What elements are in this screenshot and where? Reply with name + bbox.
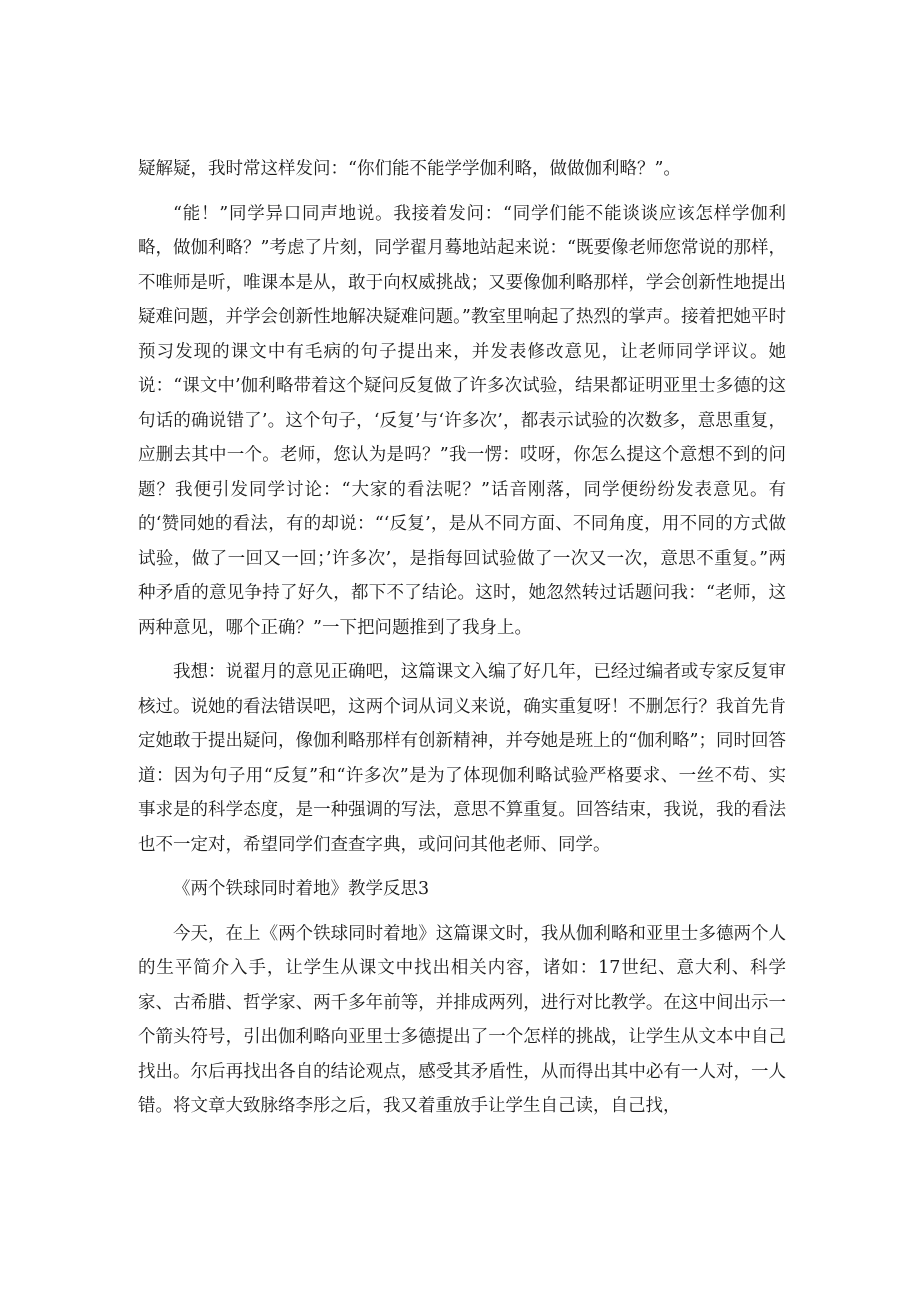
paragraph-1: 疑解疑，我时常这样发问：“你们能不能学学伽利略，做做伽利略？”。 — [138, 159, 681, 179]
paragraph-2: “能！”同学异口同声地说。我接着发问：“同学们能不能谈谈应该怎样学伽利略，做伽利略？”考虑了片刻，同学翟月蓦地站起来说：“既要像老师您常说的那样，不唯师是听，唯课本是从，敢于向权威挑战；又要像伽利略那样，学会创新性地提出疑难问题，并学会创新性地解决疑难问题。”教室里响起了热烈的掌声。接着把她平时预习发现的课文中有毛病的句子提出来，并发表修改意见，让老师同学评议。她说：“课文中’伽利略带着这个疑问反复做了许多次试验，结果都证明亚里士多德的这句话的确说错了’。这个句子，‘反复’与‘许多次’，都表示试验的次数多，意思重复，应删去其中一个。老师，您认为是吗？”我一愣：哎呀，你怎么提这个意想不到的问题？我便引发同学讨论：“大家的看法呢？”话音刚落，同学便纷纷发表意见。有的‘赞同她的看法，有的却说：“‘反复’，是从不同方面、不同角度，用不同的方式做试验，做了一回又一回；’许多次’，是指每回试验做了一次又一次，意思不重复。”两种矛盾的意见争持了好久，都下不了结论。这时，她忽然转过话题问我：“老师，这两种意见，哪个正确？”一下把问题推到了我身上。 — [138, 203, 786, 638]
section-heading: 《两个铁球同时着地》教学反思3 — [173, 879, 430, 899]
paragraph-4: 今天，在上《两个铁球同时着地》这篇课文时，我从伽利略和亚里士多德两个人的生平简介入手，让学生从课文中找出相关内容，诸如：17世纪、意大利、科学家、古希腊、哲学家、两千多年前等，并排成两列，进行对比教学。在这中间出示一个箭头符号，引出伽利略向亚里士多德提出了一个怎样的挑战，让学生从文本中自己找出。尔后再找出各自的结论观点，感受其矛盾性，从而得出其中必有一人对，一人错。将文章大致脉络李彤之后，我又着重放手让学生自己读，自己找， — [138, 923, 786, 1116]
paragraph-3: 我想：说翟月的意见正确吧，这篇课文入编了好几年，已经过编者或专家反复审核过。说她的看法错误吧，这两个词从词义来说，确实重复呀！不删怎行？我首先肯定她敢于提出疑问，像伽利略那样有创新精神，并夸她是班上的“伽利略”；同时回答道：因为句子用“反复”和“许多次”是为了体现伽利略试验严格要求、一丝不苟、实事求是的科学态度，是一种强调的写法，意思不算重复。回答结束，我说，我的看法也不一定对，希望同学们查查字典，或问问其他老师、同学。 — [138, 662, 786, 855]
document-page — [138, 152, 786, 1134]
